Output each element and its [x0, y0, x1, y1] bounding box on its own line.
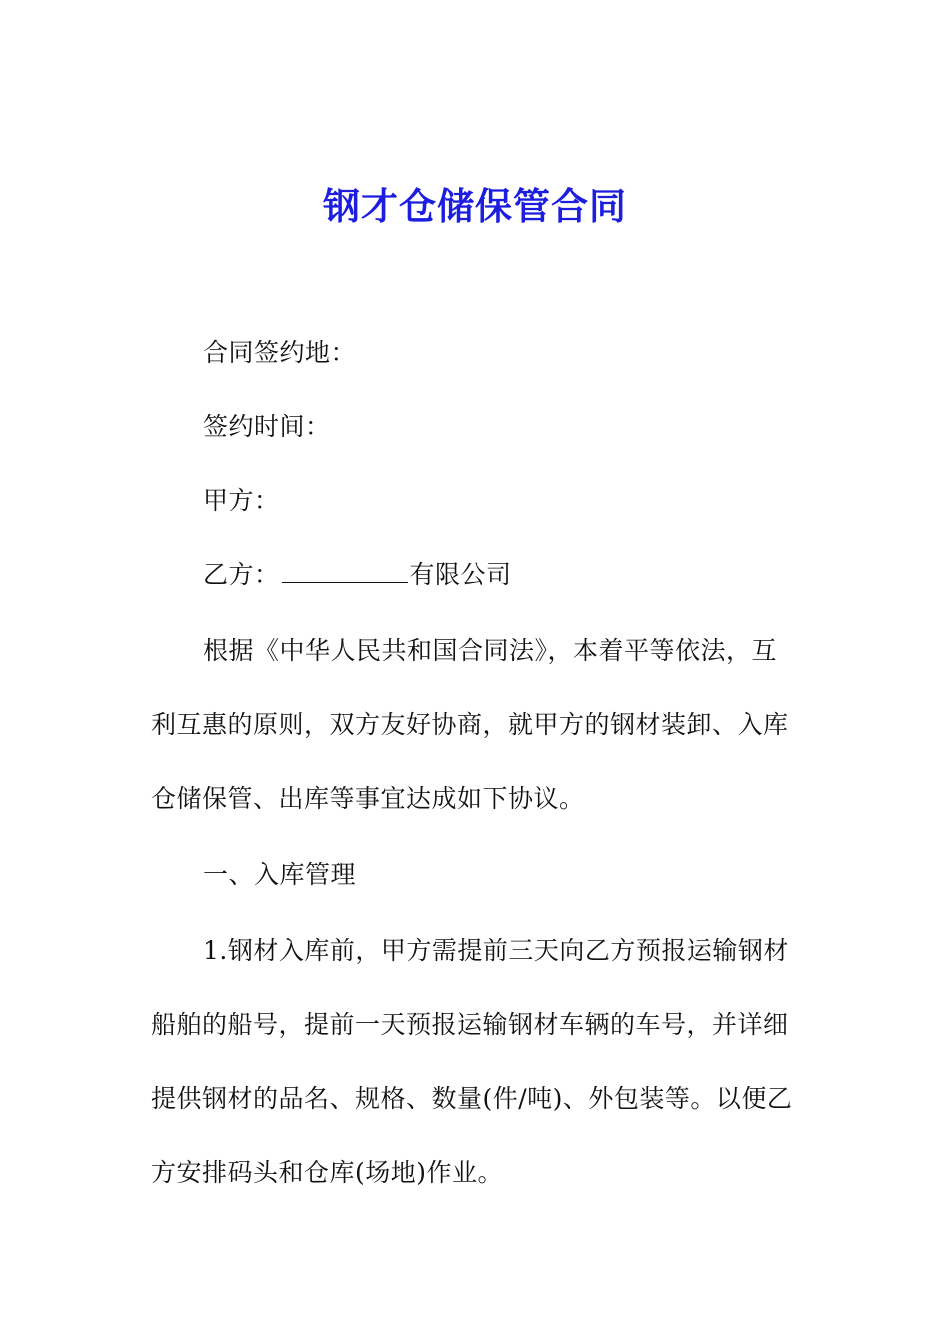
document-title: 钢才仓储保管合同 [323, 185, 627, 228]
clause-1-line-1: 1.钢材入库前，甲方需提前三天向乙方预报运输钢材 [203, 936, 789, 965]
clause-1-line-3: 提供钢材的品名、规格、数量(件/吨)、外包装等。以便乙 [151, 1084, 793, 1113]
sign-time-field: 签约时间： [203, 412, 331, 441]
preamble-line-3: 仓储保管、出库等事宜达成如下协议。 [151, 784, 585, 813]
party-b-field [203, 558, 512, 592]
section-1-heading: 一、入库管理 [203, 860, 357, 889]
sign-place-field: 合同签约地： [203, 338, 357, 367]
party-b-blank-line [282, 560, 408, 583]
clause-1-line-2: 船舶的船号，提前一天预报运输钢材车辆的车号，并详细 [151, 1010, 789, 1039]
party-b-suffix: 有限公司 [409, 560, 512, 589]
party-a-field: 甲方： [203, 486, 280, 515]
party-b-label: 乙方： [203, 560, 280, 589]
preamble-line-1: 根据《中华人民共和国合同法》，本着平等依法，互 [203, 636, 778, 665]
preamble-line-2: 利互惠的原则，双方友好协商，就甲方的钢材装卸、入库 [151, 710, 789, 739]
clause-1-line-4: 方安排码头和仓库(场地)作业。 [151, 1158, 504, 1187]
